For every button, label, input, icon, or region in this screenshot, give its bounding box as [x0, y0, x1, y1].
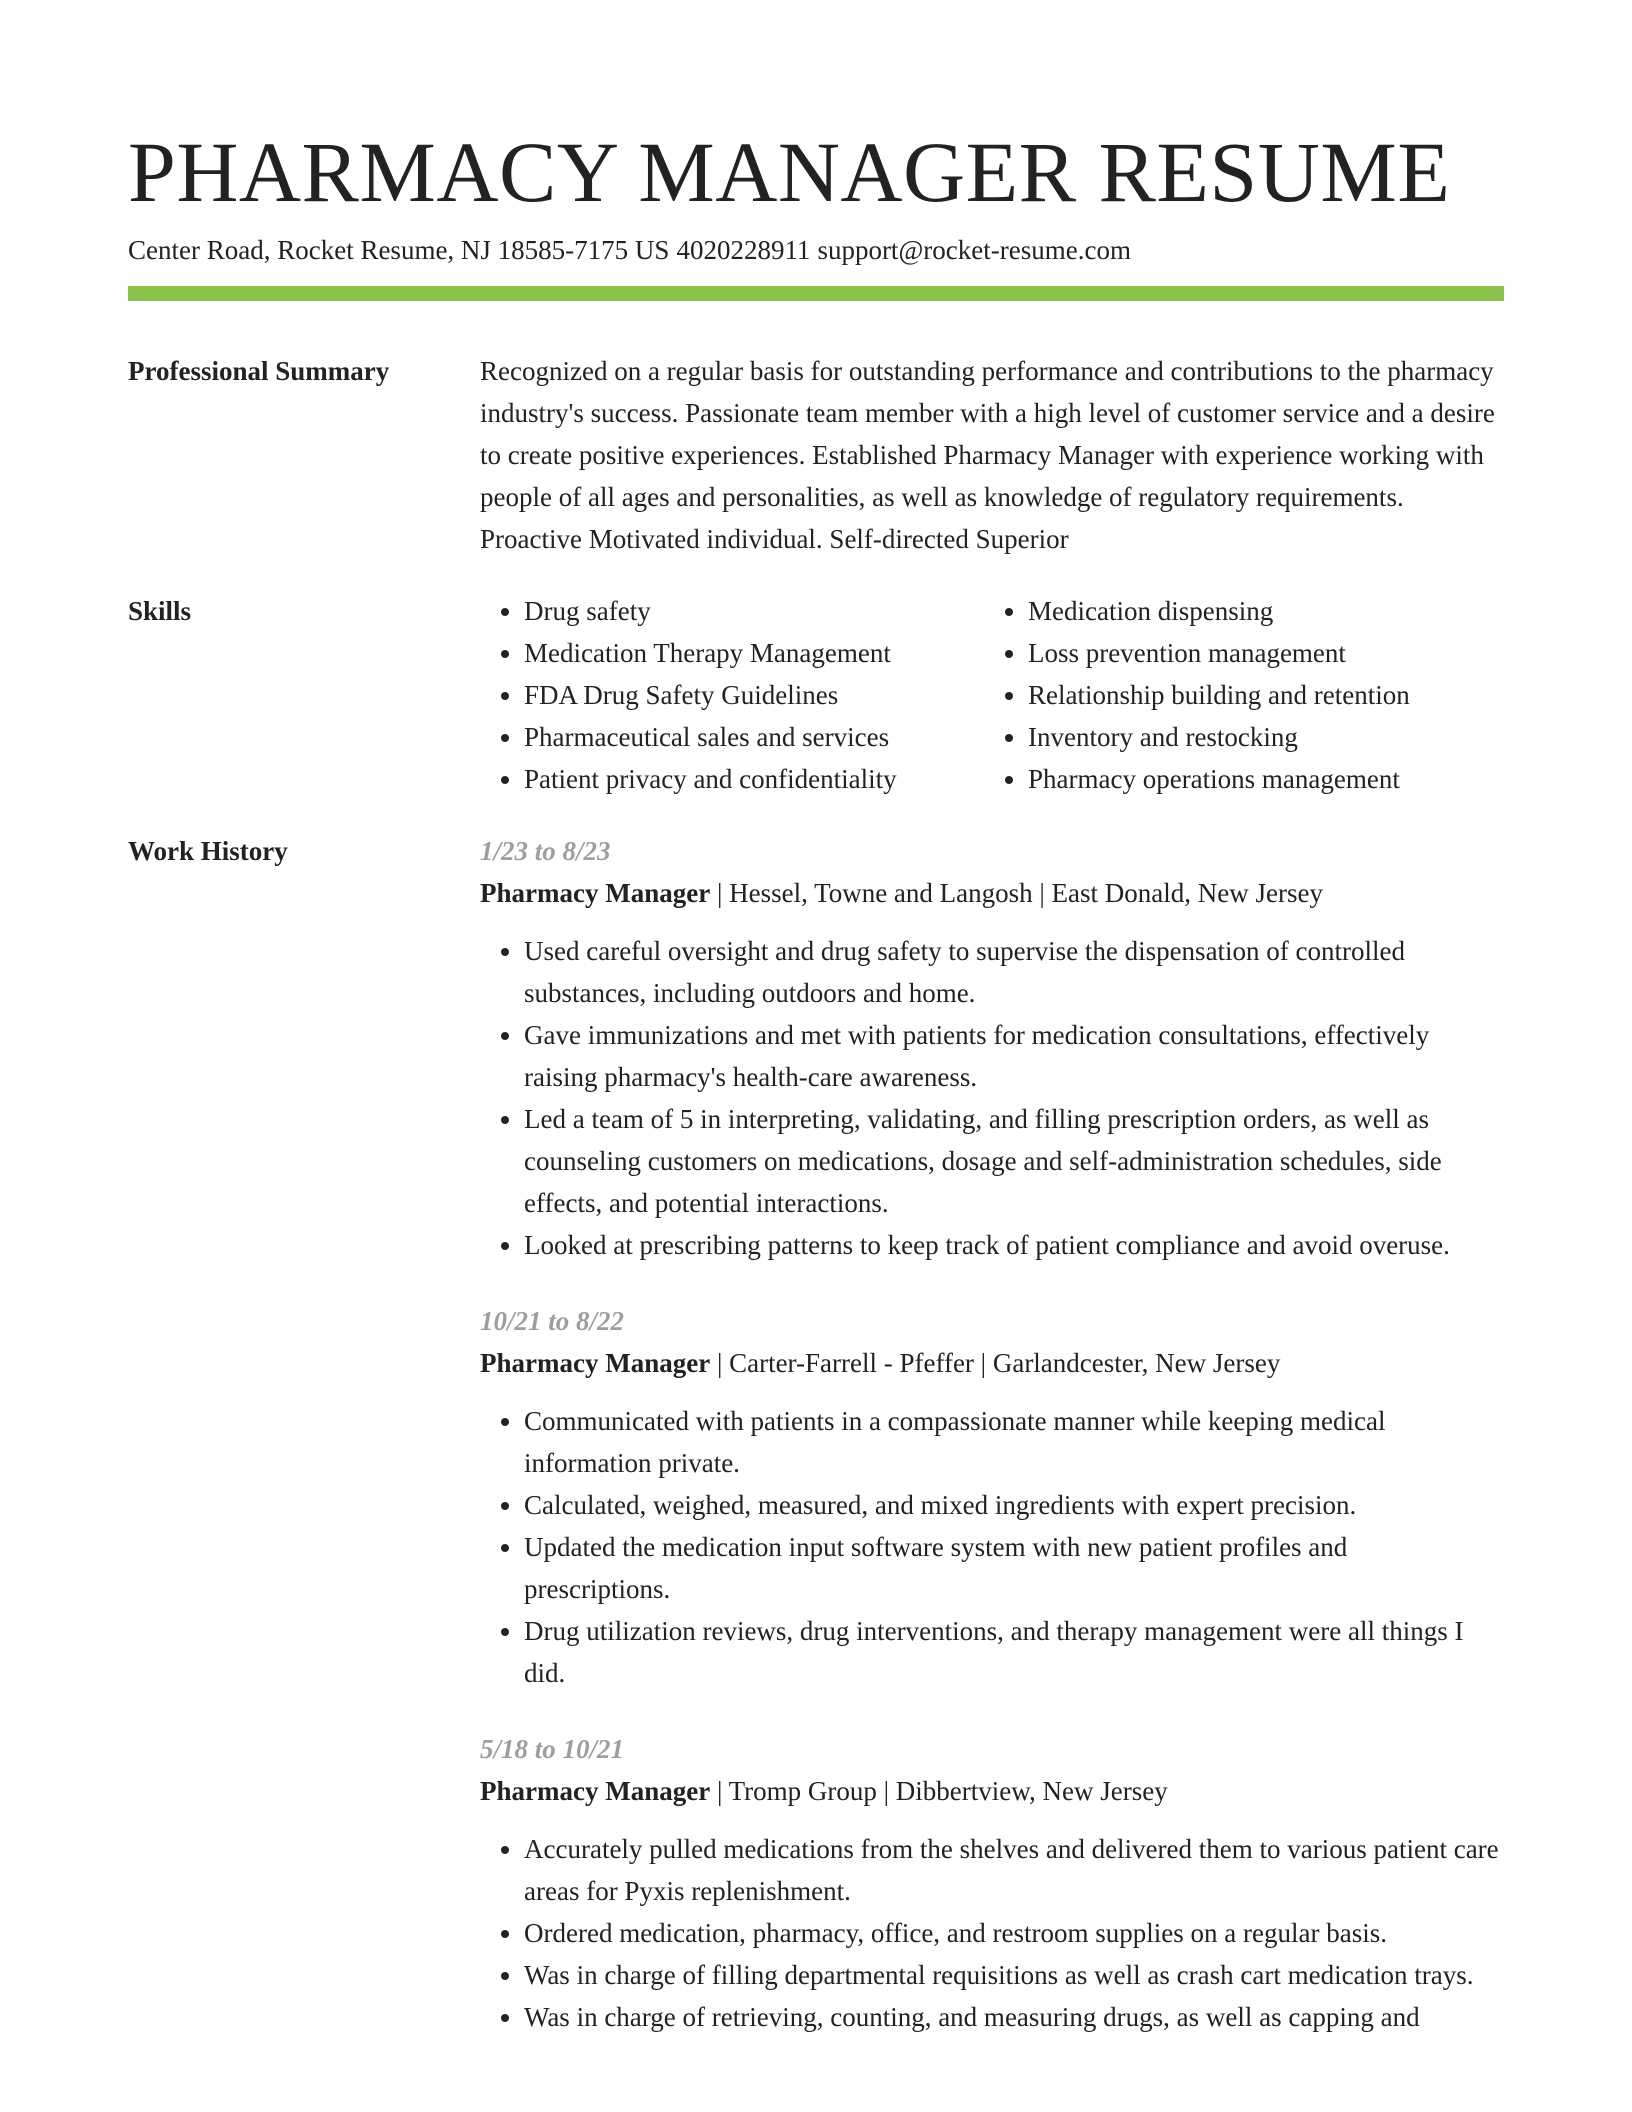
- job-title: Pharmacy Manager: [480, 878, 711, 908]
- skill-item: • Inventory and restocking: [1028, 716, 1488, 758]
- job-bullet: • Updated the medication input software system with new patient profiles and prescriptions.: [524, 1526, 1504, 1610]
- skills-grid: [480, 590, 1504, 800]
- job-employer-location: | Carter-Farrell - Pfeffer | Garlandcester, New Jersey: [710, 1348, 1281, 1378]
- job-heading: [480, 1342, 1504, 1384]
- job-bullet: • Calculated, weighed, measured, and mixed ingredients with expert precision.: [524, 1484, 1504, 1526]
- header-divider: [128, 286, 1504, 301]
- job-bullet: • Led a team of 5 in interpreting, validating, and filling prescription orders, as well as counseling customers on medications, dosage and self-administration schedules, side effects, and potential interactions.: [524, 1098, 1504, 1224]
- job-bullet-list: [480, 1828, 1504, 2038]
- job-dates: 1/23 to 8/23: [480, 836, 611, 866]
- skill-item: • Loss prevention management: [1028, 632, 1488, 674]
- skill-item: • Drug safety: [524, 590, 984, 632]
- job-bullet: • Accurately pulled medications from the shelves and delivered them to various patient care areas for Pyxis replenishment.: [524, 1828, 1504, 1912]
- skills-label: Skills: [128, 596, 192, 626]
- skill-item: • Pharmaceutical sales and services: [524, 716, 984, 758]
- job-bullet: • Used careful oversight and drug safety to supervise the dispensation of controlled substances, including outdoors and home.: [524, 930, 1504, 1014]
- job-bullet: • Looked at prescribing patterns to keep track of patient compliance and avoid overuse.: [524, 1224, 1504, 1266]
- job-entry: [480, 830, 1504, 1266]
- job-bullet: • Communicated with patients in a compassionate manner while keeping medical information private.: [524, 1400, 1504, 1484]
- skill-item: • Patient privacy and confidentiality: [524, 758, 984, 800]
- skills-body: [480, 590, 1504, 800]
- work-history-label: Work History: [128, 836, 288, 866]
- job-bullet: • Drug utilization reviews, drug interventions, and therapy management were all things I did.: [524, 1610, 1504, 1694]
- skill-item: • Medication Therapy Management: [524, 632, 984, 674]
- contact-phone: 4020228911: [676, 235, 811, 265]
- contact-line: [128, 232, 1131, 268]
- skills-list-right: [984, 590, 1488, 800]
- skill-item: • FDA Drug Safety Guidelines: [524, 674, 984, 716]
- job-title: Pharmacy Manager: [480, 1776, 711, 1806]
- work-history-body: [480, 830, 1504, 2072]
- skill-item: • Medication dispensing: [1028, 590, 1488, 632]
- job-bullet-list: [480, 930, 1504, 1266]
- summary-label: Professional Summary: [128, 356, 390, 386]
- job-entry: [480, 1728, 1504, 2038]
- job-bullet: • Gave immunizations and met with patients for medication consultations, effectively raising pharmacy's health-care awareness.: [524, 1014, 1504, 1098]
- contact-email: support@rocket-resume.com: [817, 235, 1131, 265]
- skill-item: • Pharmacy operations management: [1028, 758, 1488, 800]
- job-employer-location: | Tromp Group | Dibbertview, New Jersey: [710, 1776, 1168, 1806]
- job-title: Pharmacy Manager: [480, 1348, 711, 1378]
- summary-text: Recognized on a regular basis for outstanding performance and contributions to the pharmacy industry's success. Passionate team member with a high level of customer service and a desire to create positive experiences. Established Pharmacy Manager with experience working with people of all ages and personalities, as well as knowledge of regulatory requirements. Proactive Motivated individual. Self-directed Superior: [480, 356, 1495, 554]
- job-bullet: • Ordered medication, pharmacy, office, and restroom supplies on a regular basis.: [524, 1912, 1504, 1954]
- job-dates: 10/21 to 8/22: [480, 1306, 625, 1336]
- skill-item: • Relationship building and retention: [1028, 674, 1488, 716]
- resume-title: PHARMACY MANAGER RESUME: [128, 124, 1451, 220]
- job-bullet-list: [480, 1400, 1504, 1694]
- job-heading: [480, 1770, 1504, 1812]
- contact-address: Center Road, Rocket Resume, NJ 18585-7175 US: [128, 235, 670, 265]
- skills-list-left: [480, 590, 984, 800]
- job-employer-location: | Hessel, Towne and Langosh | East Donald, New Jersey: [710, 878, 1323, 908]
- job-bullet: • Was in charge of retrieving, counting, and measuring drugs, as well as capping and: [524, 1996, 1504, 2038]
- job-dates: 5/18 to 10/21: [480, 1734, 625, 1764]
- job-bullet: • Was in charge of filling departmental requisitions as well as crash cart medication trays.: [524, 1954, 1504, 1996]
- job-entry: [480, 1300, 1504, 1694]
- summary-body: [480, 350, 1504, 560]
- job-heading: [480, 872, 1504, 914]
